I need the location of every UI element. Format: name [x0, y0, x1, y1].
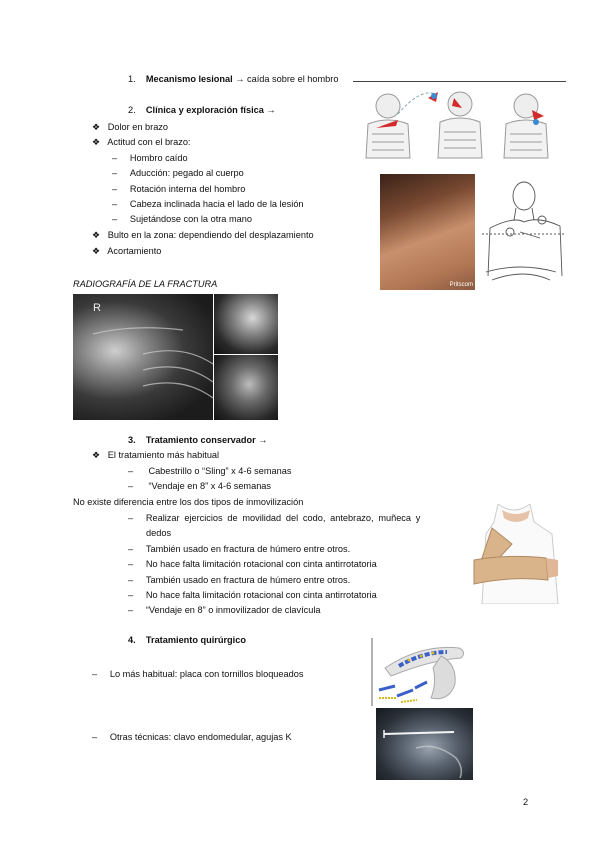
list-item-text: Lo más habitual: placa con tornillos bloqueados — [109, 669, 304, 679]
sub-item: – Cabeza inclinada hacia el lado de la lesión — [112, 199, 304, 209]
section-1-text: caída sobre el hombro — [247, 74, 339, 84]
sub-item: – No hace falta limitación rotacional con cinta antirrotatoria — [128, 559, 377, 569]
sub-item: – Realizar ejercicios de movilidad del codo, antebrazo, muñeca y — [128, 513, 421, 523]
radiography-title: RADIOGRAFÍA DE LA FRACTURA — [73, 279, 218, 289]
section-3-title: Tratamiento conservador — [145, 435, 256, 445]
xray-bottom-right — [214, 355, 278, 420]
sling-illustration — [468, 504, 564, 604]
sub-item-text: También usado en fractura de húmero entre otros. — [145, 575, 351, 585]
bullet-item — [92, 122, 168, 133]
arrow-icon: → — [266, 105, 276, 115]
sub-item-text: No hace falta limitación rotacional con cinta antirrotatoria — [145, 559, 377, 569]
arrow-icon: → — [235, 74, 245, 84]
sub-item: – También usado en fractura de húmero entre otros. — [128, 575, 351, 585]
section-2-number: 2. — [128, 105, 136, 115]
sub-item-continuation: dedos — [146, 528, 172, 538]
bullet-text: Acortamiento — [107, 246, 162, 256]
xray-main — [73, 294, 213, 420]
sub-item: – Cabestrillo o “Sling” x 4-6 semanas — [128, 466, 292, 476]
diamond-bullet-icon: ❖ — [92, 230, 101, 240]
bullet-item — [92, 246, 161, 257]
sub-item-text: Realizar ejercicios de movilidad del codo, antebrazo, muñeca y — [145, 513, 421, 523]
sub-item: – Aducción: pegado al cuerpo — [112, 168, 244, 178]
sub-item: – Hombro caído — [112, 153, 188, 163]
sub-item: – Rotación interna del hombro — [112, 184, 246, 194]
section-2-title: Clínica y exploración física — [145, 105, 264, 115]
arrow-icon: → — [258, 435, 268, 445]
sub-item: – “Vendaje en 8” x 4-6 semanas — [128, 481, 272, 491]
sub-item: – “Vendaje en 8” o inmovilizador de clavícula — [128, 605, 321, 615]
sub-item-text: Cabeza inclinada hacia el lado de la lesión — [129, 199, 304, 209]
clinical-sketch — [480, 176, 566, 292]
page-number: 2 — [523, 797, 529, 807]
sub-item-text: Aducción: pegado al cuerpo — [129, 168, 244, 178]
bullet-item — [92, 230, 314, 241]
divider-line — [353, 81, 566, 82]
bullet-item — [92, 450, 219, 461]
section-4-number: 4. — [128, 635, 136, 645]
list-item: – Otras técnicas: clavo endomedular, agujas K — [92, 732, 292, 742]
section-4-title: Tratamiento quirúrgico — [145, 635, 246, 645]
section-1-title: Mecanismo lesional — [145, 74, 233, 84]
shoulder-photo — [380, 174, 475, 290]
xray-top-right — [214, 294, 278, 354]
sub-item: – Sujetándose con la otra mano — [112, 214, 252, 224]
sub-item-text: No hace falta limitación rotacional con cinta antirrotatoria — [145, 590, 377, 600]
section-3-heading — [128, 435, 267, 445]
bullet-text: Bulto en la zona: dependiendo del desplazamiento — [107, 230, 314, 240]
section-4-heading — [128, 635, 246, 645]
diamond-bullet-icon: ❖ — [92, 122, 101, 132]
bullet-text: Actitud con el brazo: — [107, 137, 191, 147]
diamond-bullet-icon: ❖ — [92, 246, 101, 256]
section-1-number: 1. — [128, 74, 136, 84]
diamond-bullet-icon: ❖ — [92, 137, 101, 147]
list-item-text: Otras técnicas: clavo endomedular, agujas K — [109, 732, 292, 742]
sub-item-text: Sujetándose con la otra mano — [129, 214, 252, 224]
sub-item-text: Rotación interna del hombro — [129, 184, 246, 194]
section-1-heading — [128, 74, 338, 84]
sub-item: – No hace falta limitación rotacional con cinta antirrotatoria — [128, 590, 377, 600]
sub-item-text: También usado en fractura de húmero entre otros. — [145, 544, 351, 554]
note-text: No existe diferencia entre los dos tipos de inmovilización — [73, 497, 304, 507]
shoulder-mechanism-illustration — [358, 84, 566, 162]
xray-nail — [376, 708, 473, 780]
list-item: – Lo más habitual: placa con tornillos bloqueados — [92, 669, 304, 679]
section-2-heading — [128, 105, 276, 115]
sub-item-text: Cabestrillo o “Sling” x 4-6 semanas — [148, 466, 292, 476]
plate-illustration — [371, 638, 474, 706]
sub-item-text: “Vendaje en 8” o inmovilizador de clavícula — [145, 605, 321, 615]
sub-item-text: Hombro caído — [129, 153, 188, 163]
bullet-text: Dolor en brazo — [107, 122, 169, 132]
diamond-bullet-icon: ❖ — [92, 450, 101, 460]
sub-item: – También usado en fractura de húmero entre otros. — [128, 544, 351, 554]
section-3-number: 3. — [128, 435, 136, 445]
bullet-item — [92, 137, 190, 148]
sub-item-text: “Vendaje en 8” x 4-6 semanas — [148, 481, 272, 491]
xray-marker: R — [93, 302, 101, 314]
photo-caption: Pritscom — [449, 282, 473, 288]
bullet-text: El tratamiento más habitual — [107, 450, 220, 460]
